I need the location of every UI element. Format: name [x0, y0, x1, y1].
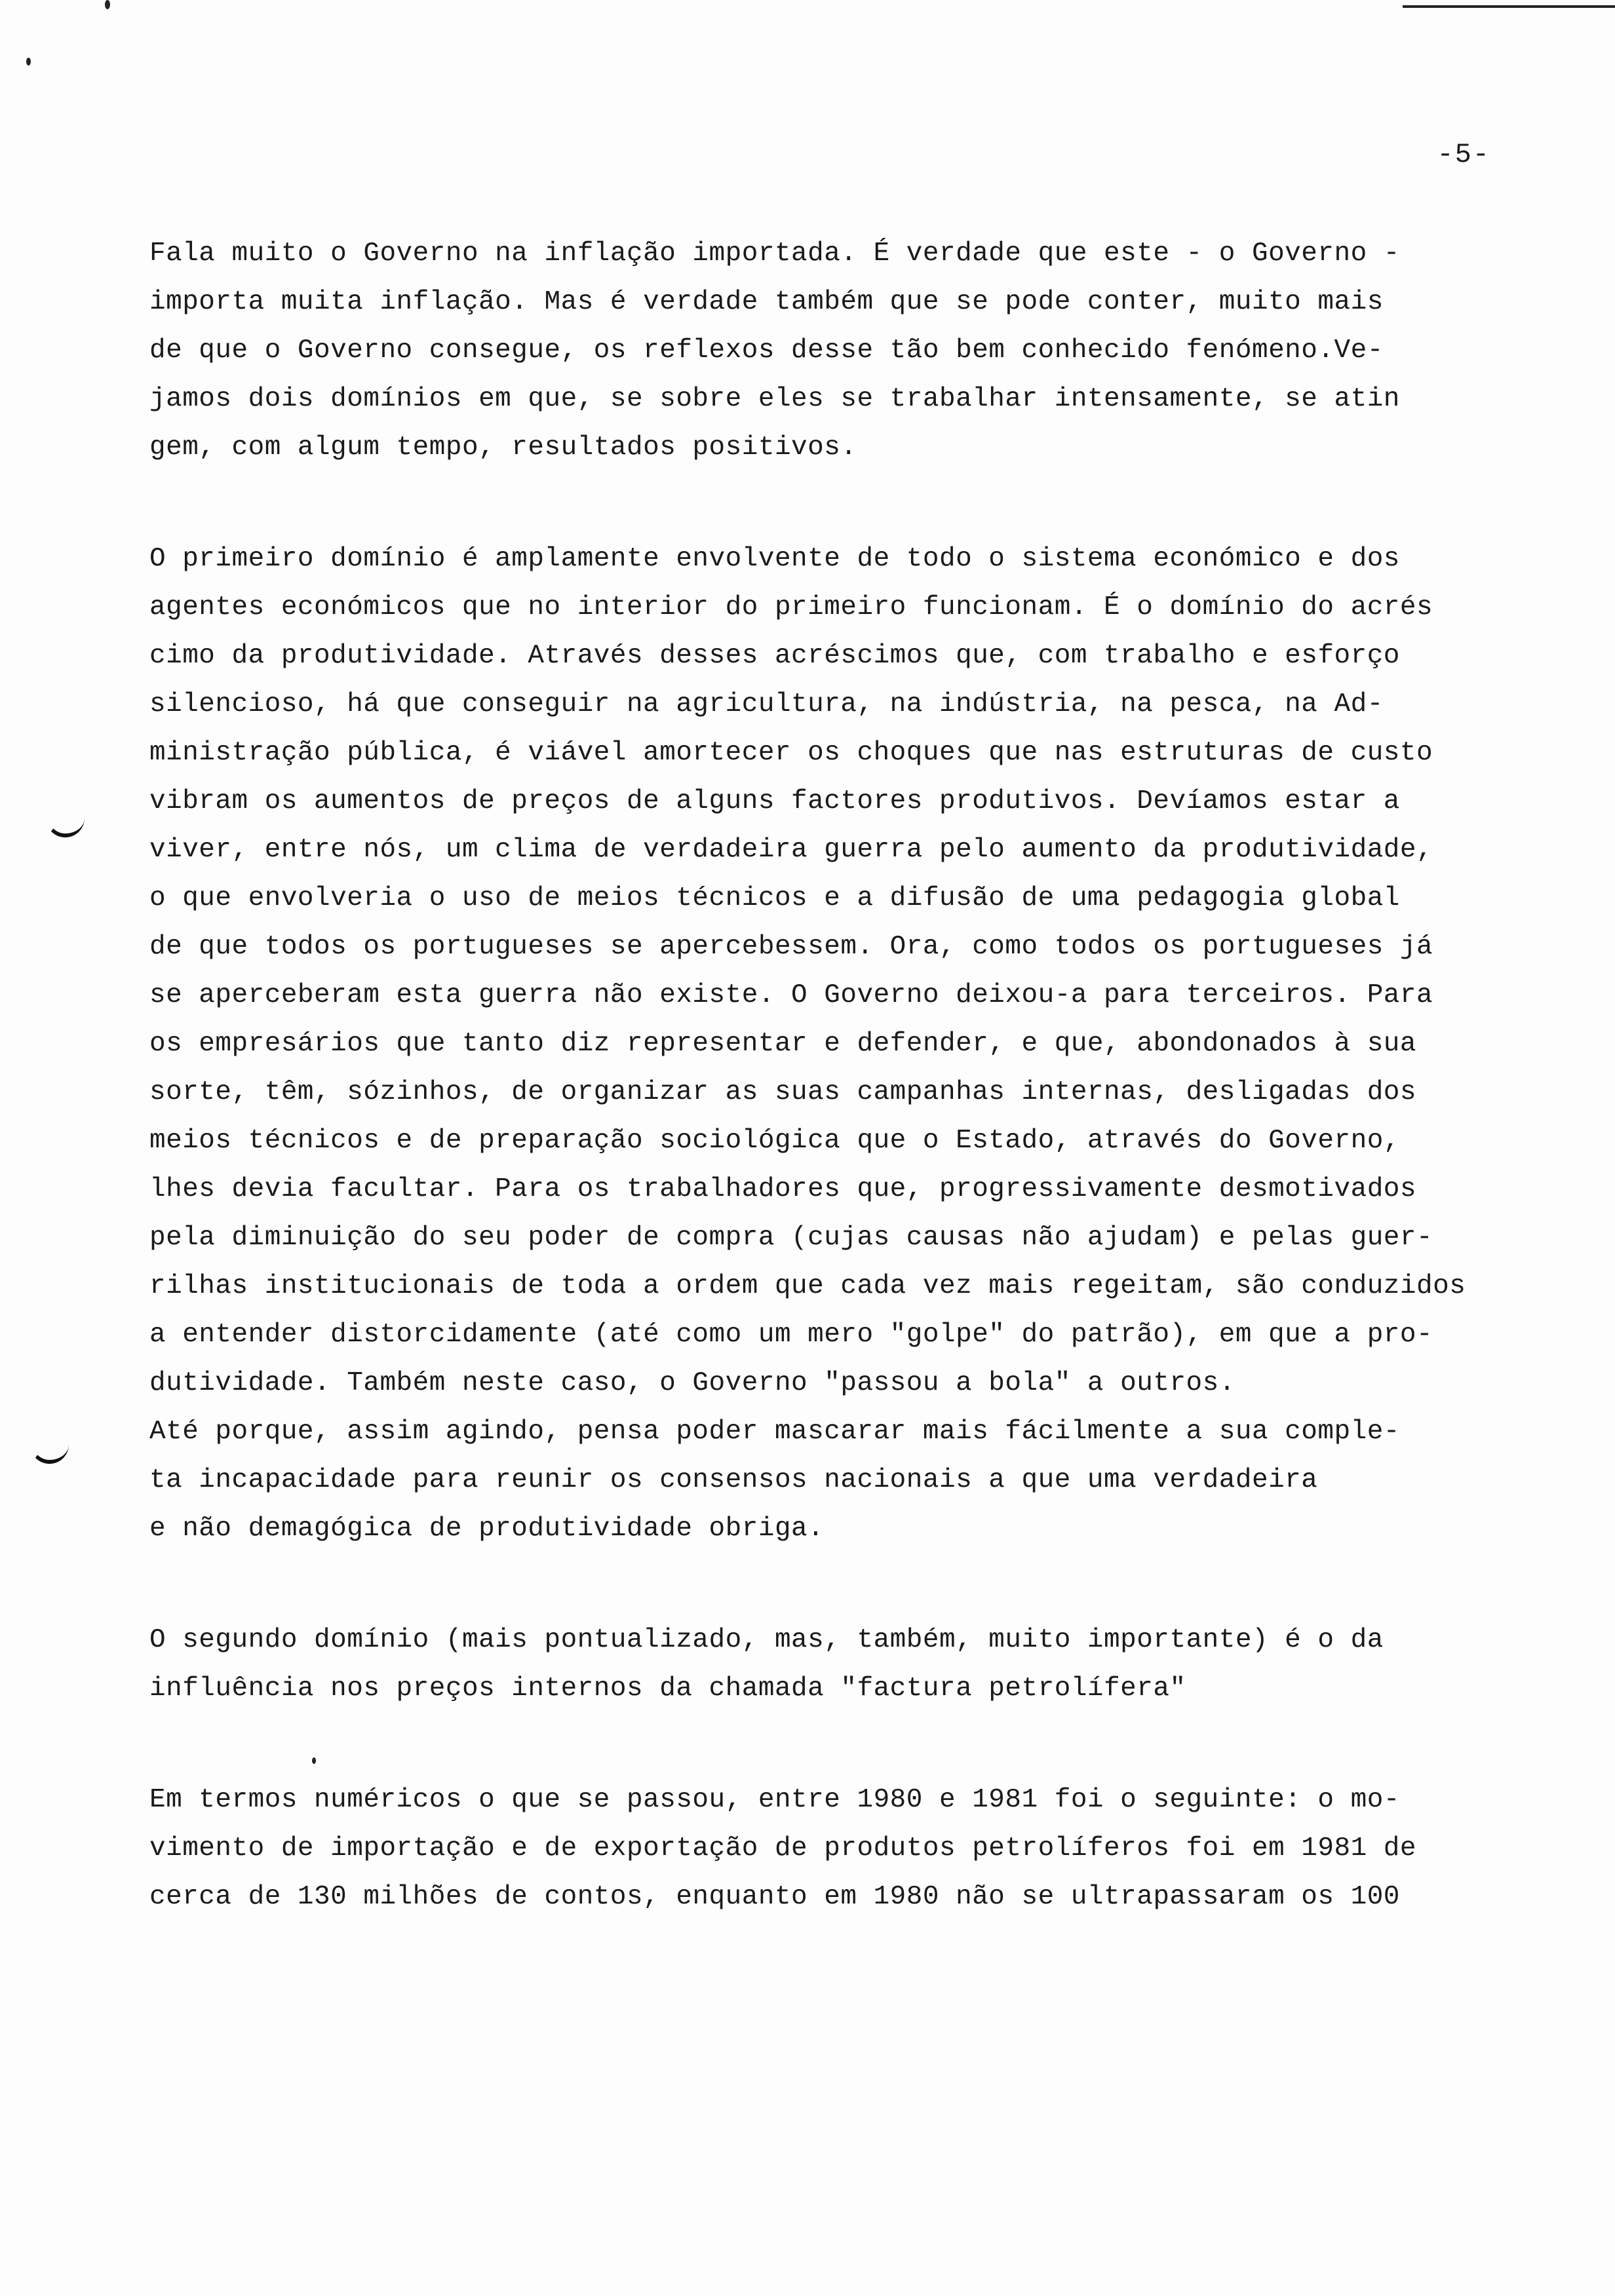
document-body: [149, 229, 1473, 1921]
page-number: -5-: [1437, 139, 1490, 170]
margin-mark: [30, 1434, 69, 1464]
margin-mark: [46, 807, 85, 837]
top-edge-rule: [1403, 5, 1615, 8]
paragraph-4: Em termos numéricos o que se passou, entre 1980 e 1981 foi o seguinte: o mo- vimento de importação e de exportação de produtos petrolíferos foi em 1981 de cerca de 130 milhões de contos, enquanto em 1980 não se ultrapassaram os 100: [149, 1785, 1417, 1912]
paragraph-3: O segundo domínio (mais pontualizado, mas, também, muito importante) é o da influência nos preços internos da chamada "factura petrolífera": [149, 1625, 1384, 1704]
paragraph-1: Fala muito o Governo na inflação importada. É verdade que este - o Governo - importa muita inflação. Mas é verdade também que se pode conter, muito mais de que o Governo consegue, os reflexos desse tão bem conhecido fenómeno.Ve- jamos dois domínios em que, se sobre eles se trabalhar intensamente, se atin gem, com algum tempo, resultados positivos.: [149, 239, 1400, 463]
scan-speck: [105, 0, 110, 9]
scan-speck: [26, 58, 31, 66]
paragraph-2: O primeiro domínio é amplamente envolvente de todo o sistema económico e dos agentes económicos que no interior do primeiro funcionam. É o domínio do acrés cimo da produtividade. Através desses acréscimos que, com trabalho e esforço silencioso, há que conseguir na agricultura, na indústria, na pesca, na Ad- ministração pública, é viável amortecer os choques que nas estruturas de custo vibram os aumentos de preços de alguns factores produtivos. Devíamos estar a viver, entre nós, um clima de verdadeira guerra pelo aumento da produtividade, o que envolveria o uso de meios técnicos e a difusão de uma pedagogia global de que todos os portugueses se apercebessem. Ora, como todos os portugueses já se aperceberam esta guerra não existe. O Governo deixou-a para terceiros. Para os empresários que tanto diz representar e defender, e que, abondonados à sua sorte, têm, sózinhos, de organizar as suas campanhas internas, desligadas dos meios técnicos e de preparação sociológica que o Estado, através do Governo, lhes devia facultar. Para os trabalhadores que, progressivamente desmotivados pela diminuição do seu poder de compra (cujas causas não ajudam) e pelas guer- rilhas institucionais de toda a ordem que cada vez mais regeitam, são conduzidos a entender distorcidamente (até como um mero "golpe" do patrão), em que a pro- dutividade. Também neste caso, o Governo "passou a bola" a outros. Até porque, assim agindo, pensa poder mascarar mais fácilmente a sua comple- ta incapacidade para reunir os consensos nacionais a que uma verdadeira e não demagógica de produtividade obriga.: [149, 544, 1466, 1544]
